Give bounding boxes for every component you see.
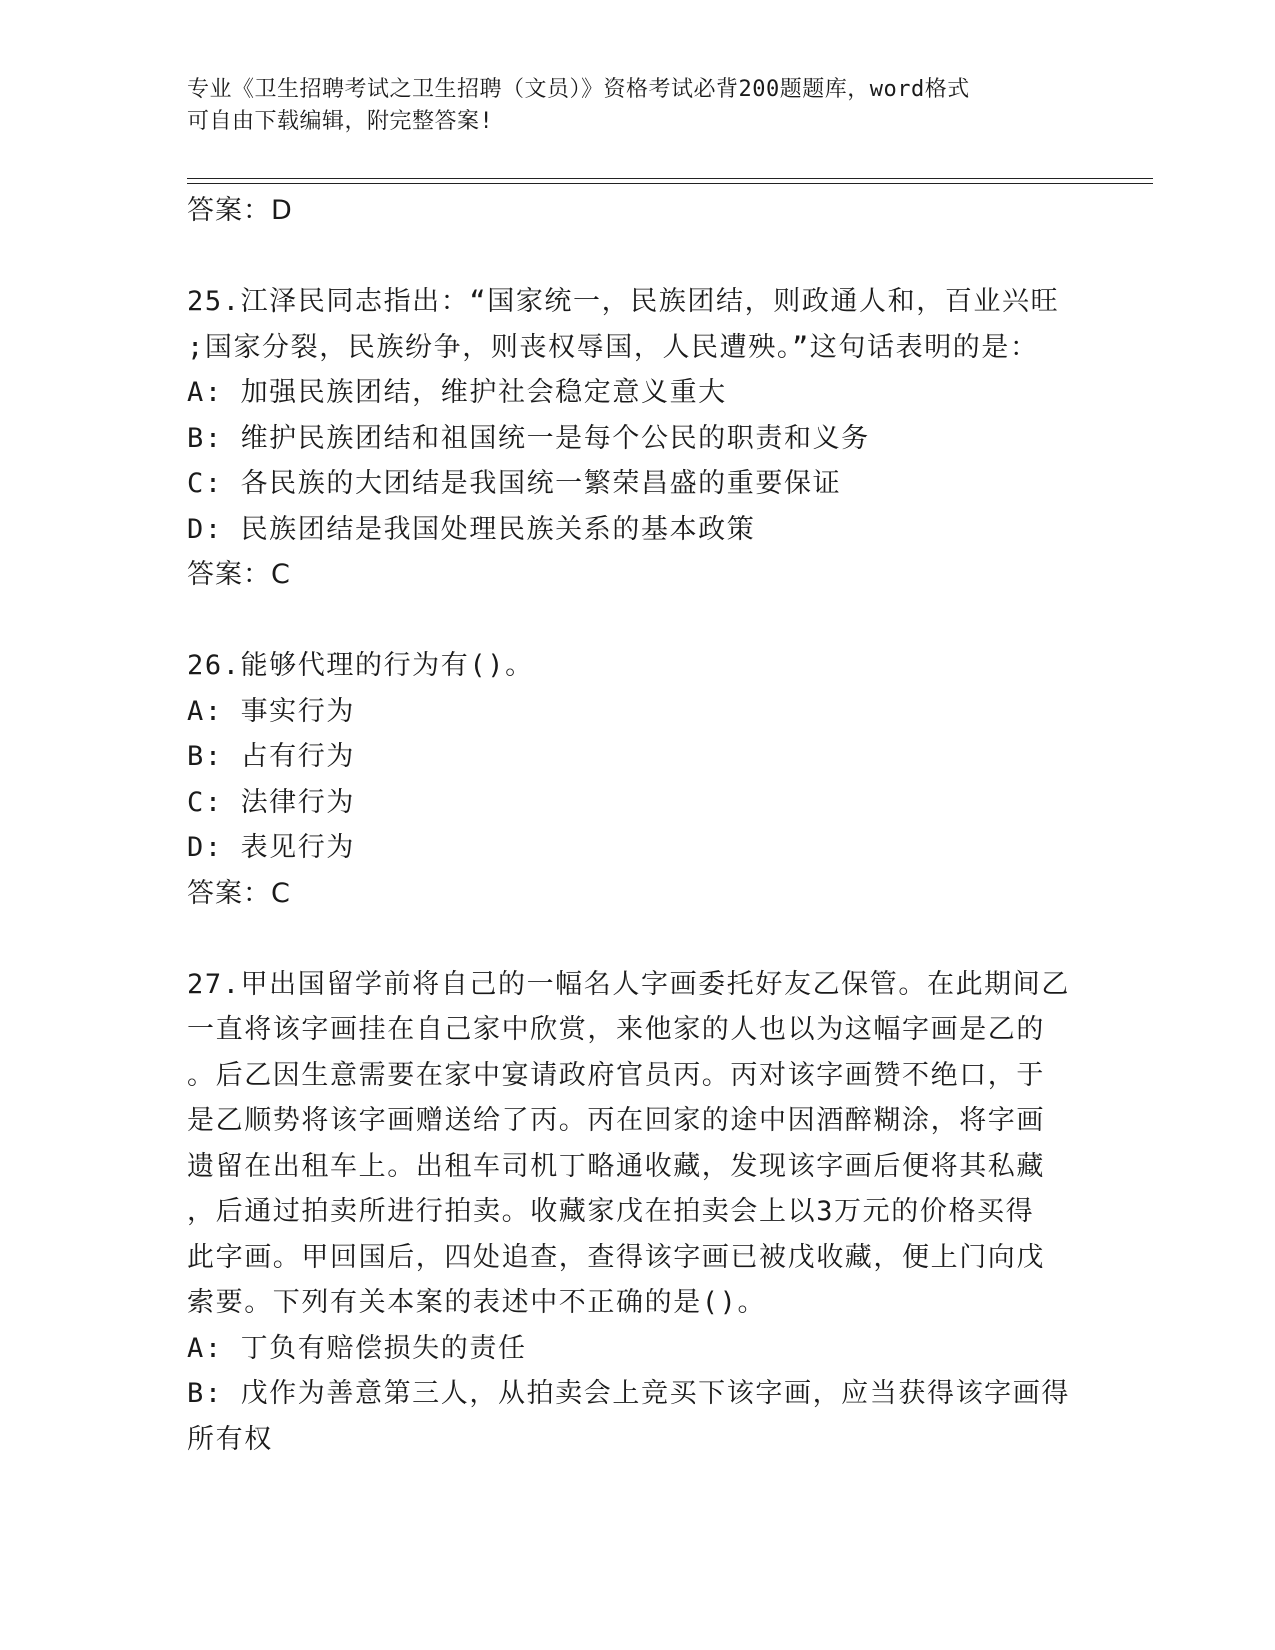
previous-answer: 答案：D	[187, 195, 293, 226]
option-d: D: 民族团结是我国处理民族关系的基本政策	[187, 513, 756, 545]
question-25	[187, 279, 1087, 598]
question-stem-line: 26.能够代理的行为有()。	[187, 650, 534, 681]
question-stem-line: 此字画。甲回国后，四处追查，查得该字画已被戊收藏，便上门向戊	[187, 1241, 1045, 1273]
question-stem-line: ;国家分裂，民族纷争，则丧权辱国，人民遭殃。”这句话表明的是：	[187, 331, 1039, 363]
option-a: A: 丁负有赔偿损失的责任	[187, 1332, 527, 1364]
question-stem-line: 。后乙因生意需要在家中宴请政府官员丙。丙对该字画赞不绝口，于	[187, 1059, 1045, 1091]
answer: 答案：C	[187, 877, 291, 909]
header-rule-bottom	[187, 183, 1153, 184]
option-c: C: 各民族的大团结是我国统一繁荣昌盛的重要保证	[187, 468, 842, 499]
spacer	[187, 916, 1087, 962]
option-a: A: 加强民族团结，维护社会稳定意义重大	[187, 377, 727, 408]
option-a: A: 事实行为	[187, 695, 355, 727]
header-line-2: 可自由下载编辑，附完整答案!	[187, 109, 494, 134]
answer: 答案：C	[187, 559, 291, 590]
question-stem-line: 索要。下列有关本案的表述中不正确的是()。	[187, 1287, 767, 1318]
option-b: B: 戊作为善意第三人，从拍卖会上竞买下该字画，应当获得该字画得	[187, 1378, 1070, 1409]
option-b: B: 维护民族团结和祖国统一是每个公民的职责和义务	[187, 422, 870, 454]
spacer	[187, 598, 1087, 644]
question-stem-line: 27.甲出国留学前将自己的一幅名人字画委托好友乙保管。在此期间乙	[187, 968, 1070, 1000]
header-rule-top	[187, 178, 1153, 179]
question-stem-line: 遗留在出租车上。出租车司机丁略通收藏，发现该字画后便将其私藏	[187, 1150, 1045, 1182]
document-header	[187, 74, 1087, 138]
option-b: B: 占有行为	[187, 741, 355, 772]
option-d: D: 表见行为	[187, 832, 355, 863]
header-line-1: 专业《卫生招聘考试之卫生招聘（文员）》资格考试必背200题题库，word格式	[187, 77, 970, 102]
question-stem-line: 25.江泽民同志指出：“国家统一，民族团结，则政通人和，百业兴旺	[187, 286, 1060, 317]
question-stem-line: ，后通过拍卖所进行拍卖。收藏家戊在拍卖会上以3万元的价格买得	[187, 1196, 1035, 1227]
option-b-continued: 所有权	[187, 1423, 273, 1455]
question-stem-line: 一直将该字画挂在自己家中欣赏，来他家的人也以为这幅字画是乙的	[187, 1014, 1045, 1045]
question-26	[187, 643, 1087, 916]
question-27	[187, 962, 1087, 1463]
document-body	[187, 188, 1087, 1462]
spacer	[187, 234, 1087, 280]
option-c: C: 法律行为	[187, 786, 355, 818]
question-stem-line: 是乙顺势将该字画赠送给了丙。丙在回家的途中因酒醉糊涂，将字画	[187, 1105, 1045, 1136]
